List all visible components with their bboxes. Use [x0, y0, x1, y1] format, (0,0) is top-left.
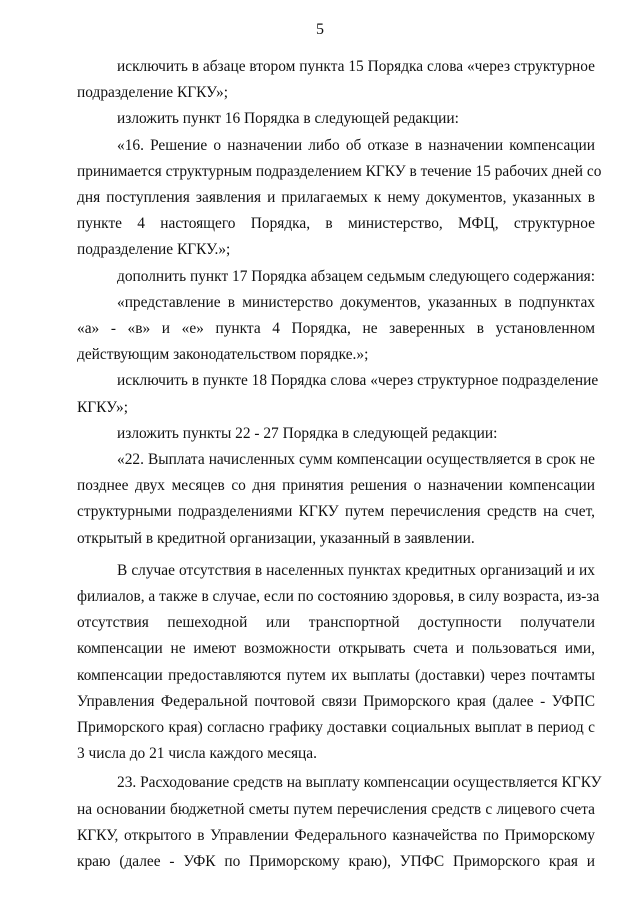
paragraph-3: [77, 133, 602, 264]
text-line: компенсации предоставляются путем их выплаты (доставки) через почтамты: [77, 666, 595, 684]
text-line: принимается структурным подразделением КГКУ в течение 15 рабочих дней со: [77, 162, 602, 180]
paragraph-10: [77, 770, 602, 875]
text-line: структурными подразделениями КГКУ путем перечисления средств на счет,: [77, 503, 595, 521]
text-line: отсутствия пешеходной или транспортной доступности получатели: [77, 614, 595, 632]
paragraph-8: [77, 447, 595, 552]
text-line: КГКУ»;: [77, 398, 129, 416]
text-line: В случае отсутствия в населенных пунктах кредитных организаций и их: [117, 561, 595, 579]
document-body: [77, 54, 602, 875]
paragraph-6: [77, 368, 599, 420]
paragraph-7: [77, 421, 595, 447]
paragraph-2: [77, 106, 595, 132]
text-line: «22. Выплата начисленных сумм компенсации осуществляется в срок не: [117, 451, 595, 469]
text-line: подразделение КГКУ.»;: [77, 241, 231, 259]
text-line: действующим законодательством порядке.»;: [77, 346, 369, 364]
text-line: филиалов, а также в случае, если по состоянию здоровья, в силу возраста, из-за: [77, 588, 600, 606]
text-line: изложить пункт 16 Порядка в следующей редакции:: [117, 110, 459, 128]
paragraph-9: [77, 558, 600, 768]
paragraph-4: [77, 264, 595, 290]
text-line: исключить в пункте 18 Порядка слова «через структурное подразделение: [117, 372, 599, 390]
page-number: 5: [316, 21, 324, 38]
paragraph-5: [77, 290, 595, 369]
text-line: 3 числа до 21 числа каждого месяца.: [77, 745, 317, 763]
text-line: исключить в абзаце втором пункта 15 Порядка слова «через структурное: [117, 58, 595, 75]
text-line: открытый в кредитной организации, указанный в заявлении.: [77, 529, 475, 547]
text-line: на основании бюджетной сметы путем перечисления средств с лицевого счета: [77, 800, 595, 818]
text-line: пункте 4 настоящего Порядка, в министерство, МФЦ, структурное: [77, 215, 595, 233]
text-line: «16. Решение о назначении либо об отказе в назначении компенсации: [117, 136, 595, 154]
text-line: позднее двух месяцев со дня принятия решения о назначении компенсации: [77, 477, 595, 495]
text-line: дополнить пункт 17 Порядка абзацем седьмым следующего содержания:: [117, 267, 596, 285]
text-line: КГКУ, открытого в Управлении Федерального казначейства по Приморскому: [77, 826, 595, 844]
paragraph-1: [77, 54, 595, 106]
text-line: Приморского края) согласно графику доставки социальных выплат в период с: [77, 719, 595, 737]
text-line: 23. Расходование средств на выплату компенсации осуществляется КГКУ: [117, 774, 602, 792]
text-line: изложить пункты 22 - 27 Порядка в следующей редакции:: [117, 424, 498, 442]
text-line: компенсации не имеют возможности открывать счета и пользоваться ими,: [77, 640, 595, 658]
text-line: краю (далее - УФК по Приморскому краю), УПФС Приморского края и: [77, 853, 595, 871]
text-line: Управления Федеральной почтовой связи Приморского края (далее - УФПС: [77, 692, 595, 710]
text-line: подразделение КГКУ»;: [77, 84, 228, 102]
text-line: дня поступления заявления и прилагаемых к нему документов, указанных в: [77, 189, 595, 207]
text-line: «представление в министерство документов, указанных в подпунктах: [117, 293, 595, 311]
text-line: «а» - «в» и «е» пункта 4 Порядка, не заверенных в установленном: [77, 320, 595, 338]
